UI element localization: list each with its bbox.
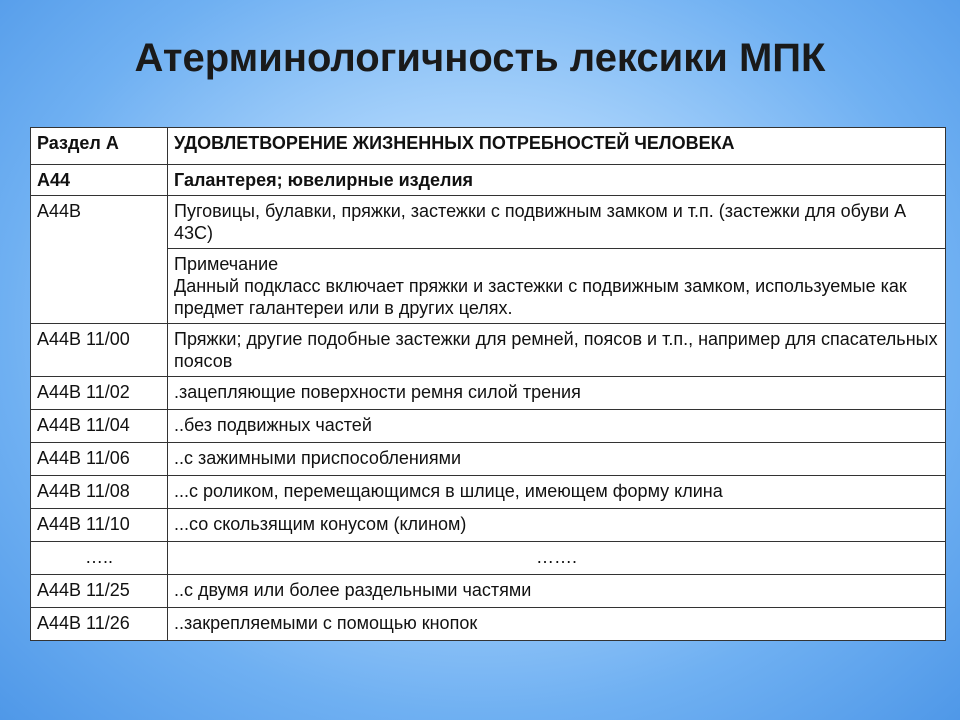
table-row-note: [31, 249, 946, 324]
subclass-code-cell: А44: [31, 165, 168, 196]
row-code-cell: А44В 11/25: [31, 575, 168, 608]
subclass-title-cell: Галантерея; ювелирные изделия: [168, 165, 946, 196]
section-title-cell: УДОВЛЕТВОРЕНИЕ ЖИЗНЕННЫХ ПОТРЕБНОСТЕЙ ЧЕЛОВЕКА: [168, 128, 946, 165]
row-code-cell: А44В 11/02: [31, 377, 168, 410]
row-text-cell: ..с двумя или более раздельными частями: [168, 575, 946, 608]
row-code-cell: А44В 11/10: [31, 509, 168, 542]
table-row: [31, 443, 946, 476]
row-text-cell: ..закрепляемыми с помощью кнопок: [168, 608, 946, 641]
row-text-cell: ...с роликом, перемещающимся в шлице, имеющем форму клина: [168, 476, 946, 509]
row-code-cell: А44В 11/26: [31, 608, 168, 641]
row-text-cell: Пряжки; другие подобные застежки для ремней, поясов и т.п., например для спасательных поясов: [168, 324, 946, 377]
note-text: Данный подкласс включает пряжки и застежки с подвижным замком, используемые как предмет галантереи или в других целях.: [174, 276, 907, 318]
row-code-cell: А44В 11/04: [31, 410, 168, 443]
row-text-cell: ..с зажимными приспособлениями: [168, 443, 946, 476]
table-row: [31, 608, 946, 641]
row-text-cell: .зацепляющие поверхности ремня силой трения: [168, 377, 946, 410]
section-code-cell: Раздел А: [31, 128, 168, 165]
classification-table: [30, 127, 946, 641]
table-row: [31, 476, 946, 509]
table-row: [31, 575, 946, 608]
table-row-subclass: [31, 165, 946, 196]
note-cell: [168, 249, 946, 324]
row-text-cell: ...со скользящим конусом (клином): [168, 509, 946, 542]
row-code-cell: А44В 11/06: [31, 443, 168, 476]
table-row-section: [31, 128, 946, 165]
a44b-code-cell: А44В: [31, 196, 168, 324]
table-row: [31, 377, 946, 410]
row-code-cell: А44В 11/00: [31, 324, 168, 377]
row-code-cell: А44В 11/08: [31, 476, 168, 509]
a44b-text-cell: Пуговицы, булавки, пряжки, застежки с подвижным замком и т.п. (застежки для обуви А 43С): [168, 196, 946, 249]
row-text-cell: ..без подвижных частей: [168, 410, 946, 443]
table-row-ellipsis: [31, 542, 946, 575]
table-row: [31, 324, 946, 377]
table-row: [31, 410, 946, 443]
table-row-a44b: [31, 196, 946, 249]
note-title: Примечание: [174, 254, 279, 274]
table-row: [31, 509, 946, 542]
slide-title: Атерминологичность лексики МПК: [134, 36, 826, 80]
ellipsis-code-cell: …..: [31, 542, 168, 575]
ellipsis-text-cell: …….: [168, 542, 946, 575]
